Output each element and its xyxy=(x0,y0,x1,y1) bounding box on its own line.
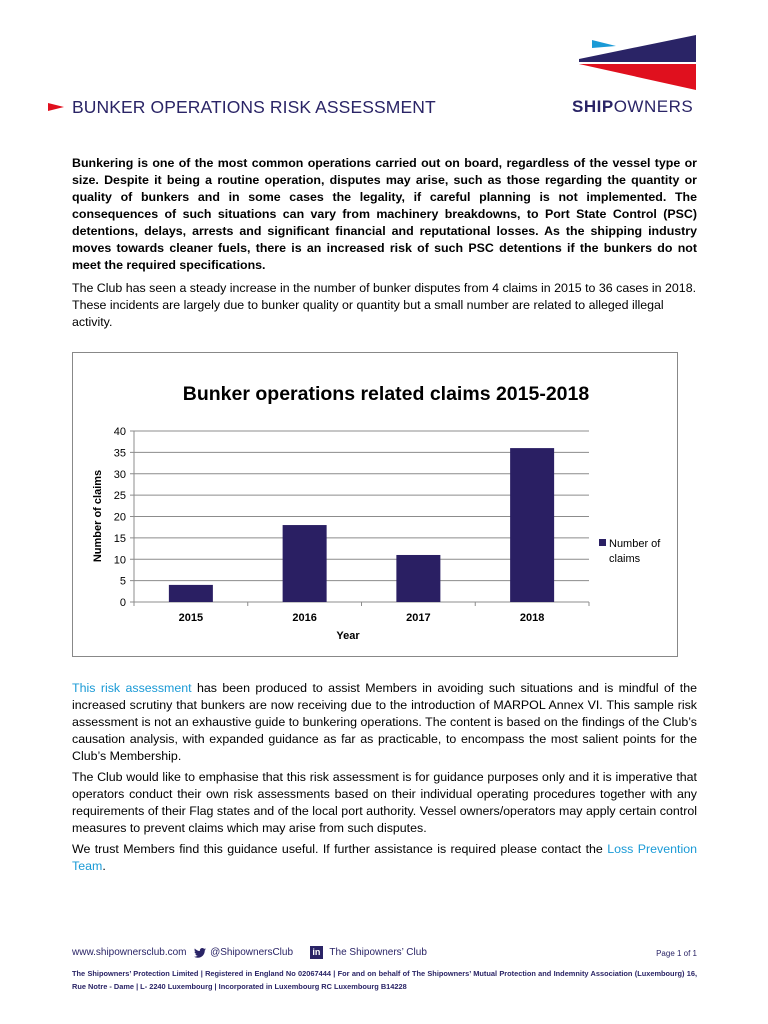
bar-2015 xyxy=(169,585,213,602)
twitter-icon xyxy=(193,948,207,958)
x-tick-label: 2017 xyxy=(406,612,431,624)
x-tick-label: 2018 xyxy=(519,612,545,624)
contact-paragraph: We trust Members find this guidance useful. If further assistance is required please contact the Loss Prevention Team. xyxy=(72,842,697,873)
legend-label-line1: Number of xyxy=(609,538,661,550)
claims-paragraph: The Club has seen a steady increase in the number of bunker disputes from 4 claims in 2015 to 36 cases in 2018. These incidents are largely due to bunker quality or quantity but a small number are related to alleged illegal activity. xyxy=(72,281,697,329)
bar-2016 xyxy=(283,525,327,602)
y-tick-label: 10 xyxy=(113,554,126,567)
legal-notice: The Shipowners’ Protection Limited | Registered in England No 02067444 | For and on behalf of The Shipowners’ Mutual Protection and Indemnity Association (Luxembourg) 16, Rue Notre - Dame | L- 2240 Luxembourg | Incorporated in Luxembourg RC Luxembourg B14228 xyxy=(72,969,697,991)
page-number: Page 1 of 1 xyxy=(656,949,697,958)
intro-paragraph: Bunkering is one of the most common operations carried out on board, regardless of the vessel type or size. Despite it being a routine operation, disputes may arise, such as those regarding the quantity or quality of bunkers and in some cases the legality, if careful planning is not implemented. The consequences of such situations can vary from machinery breakdowns, to Port State Control (PSC) detentions, delays, arrests and significant financial and reputational losses. As the shipping industry moves towards cleaner fuels, there is an increased risk of such PSC detentions if the bunkers do not meet the required specifications. xyxy=(72,156,697,272)
logo-wordmark: SHIPOWNERS xyxy=(572,97,694,116)
bar-2017 xyxy=(396,555,440,602)
y-tick-label: 0 xyxy=(119,597,126,609)
x-tick-label: 2016 xyxy=(292,612,317,624)
linkedin-link[interactable]: The Shipowners’ Club xyxy=(329,947,427,959)
y-tick-label: 20 xyxy=(113,511,126,524)
y-tick-label: 25 xyxy=(113,490,126,503)
bar-2018 xyxy=(510,448,554,602)
guidance-paragraph: The Club would like to emphasise that this risk assessment is for guidance purposes only and it is imperative that operators conduct their own risk assessments based on their individual operating procedures together with any requirements of their Flag states and of the local port authority. Vessel owners/operators may apply certain control measures to prevent claims which may arise from such disputes. xyxy=(72,770,697,835)
title-arrow-icon xyxy=(48,103,64,111)
footer xyxy=(72,946,697,959)
y-tick-label: 30 xyxy=(113,468,126,481)
y-tick-label: 5 xyxy=(119,575,126,588)
claims-chart xyxy=(72,352,678,657)
chart-svg xyxy=(73,353,679,658)
loss-prevention-link[interactable]: Loss Prevention Team xyxy=(72,842,697,873)
linkedin-icon: in xyxy=(310,946,323,959)
website-link[interactable]: www.shipownersclub.com xyxy=(72,947,187,959)
y-tick-label: 35 xyxy=(113,447,126,460)
legend-label-line2: claims xyxy=(609,553,641,565)
x-axis-label: Year xyxy=(336,630,360,642)
y-tick-label: 15 xyxy=(113,532,126,545)
twitter-link[interactable]: @ShipownersClub xyxy=(210,947,294,959)
purpose-paragraph: This risk assessment has been produced to assist Members in avoiding such situations and is mindful of the increased scrutiny that bunkers are now receiving due to the introduction of MARPOL Annex VI. This sample risk assessment is not an exhaustive guide to bunkering operations. The content is based on the findings of the Club’s causation analysis, with expanded guidance as far as practicable, to encompass the most salient points for the Club’s Membership. xyxy=(72,681,697,763)
y-tick-label: 40 xyxy=(113,426,126,438)
page-title: BUNKER OPERATIONS RISK ASSESSMENT xyxy=(72,97,436,117)
x-tick-label: 2015 xyxy=(178,612,204,624)
risk-assessment-link[interactable]: This risk assessment xyxy=(72,681,192,695)
y-axis-label: Number of claims xyxy=(92,469,104,563)
chart-title: Bunker operations related claims 2015-2018 xyxy=(182,383,590,405)
legend-swatch xyxy=(599,539,606,546)
